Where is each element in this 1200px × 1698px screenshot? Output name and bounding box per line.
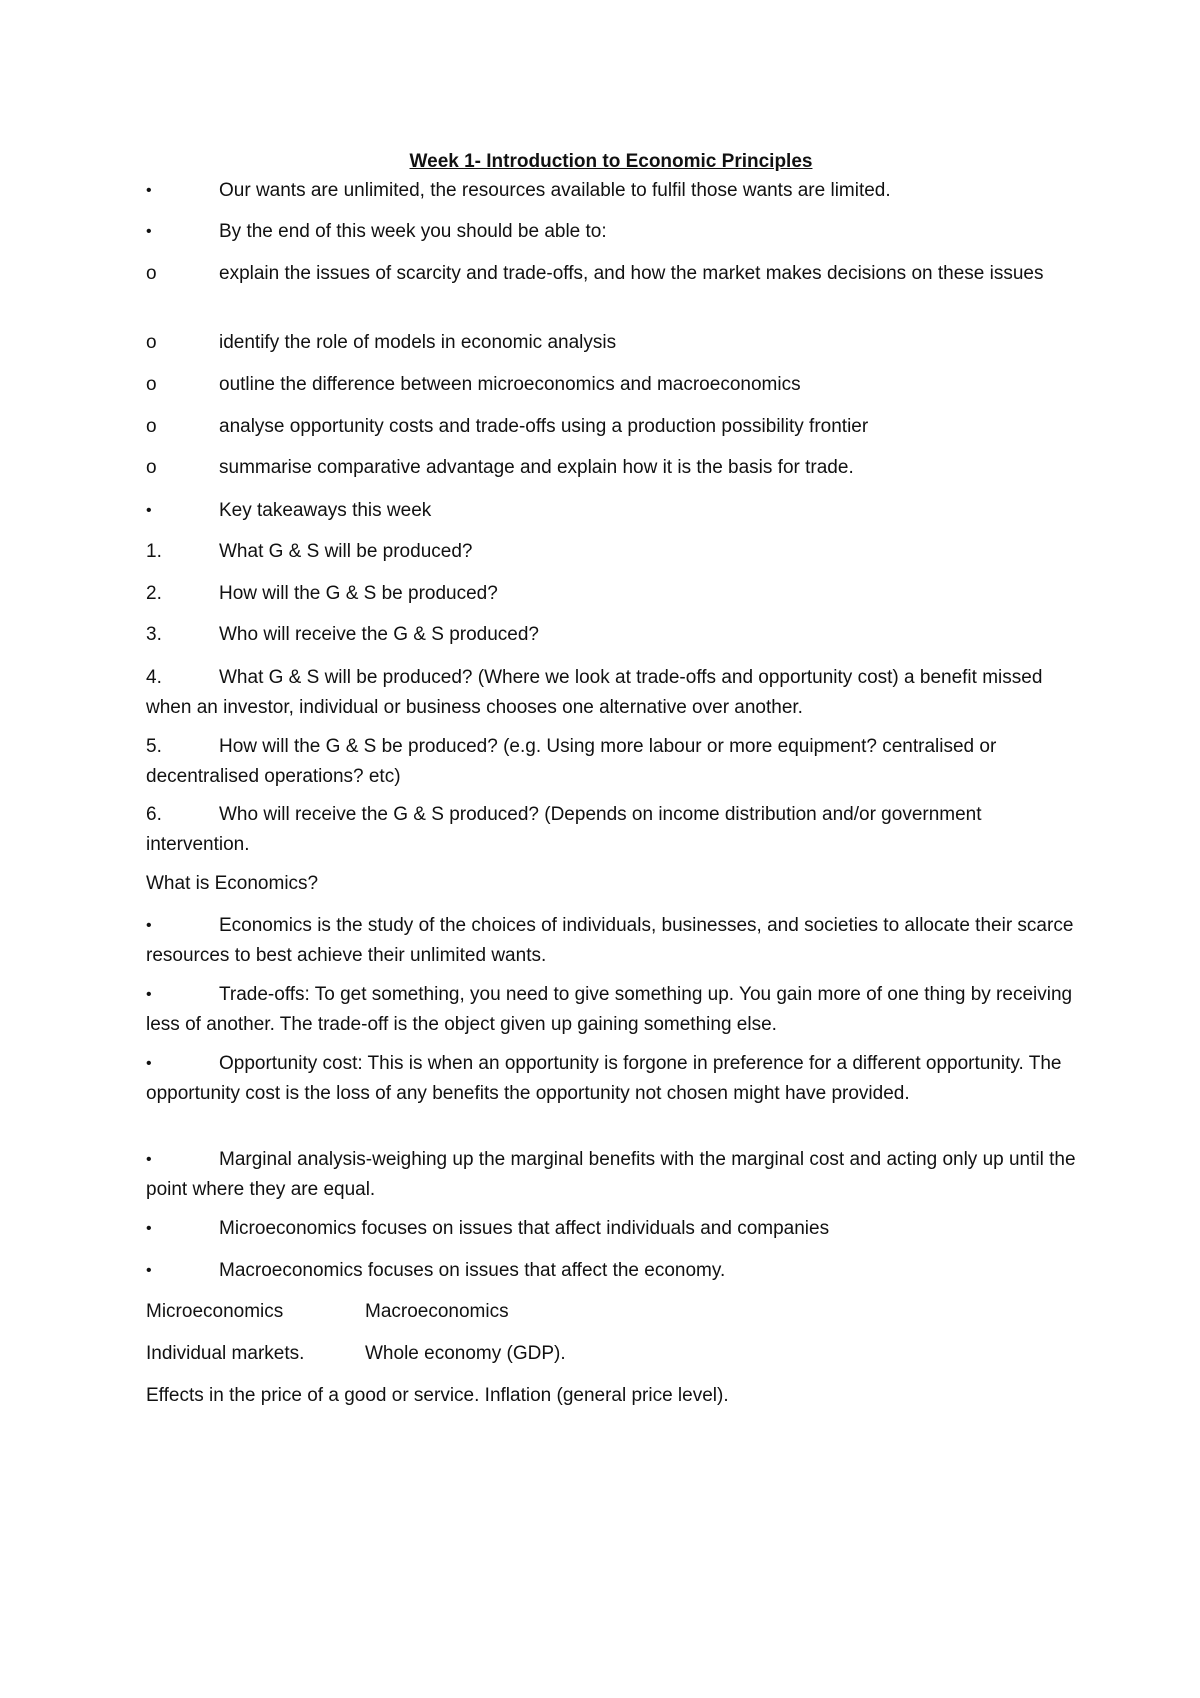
definition-item [146,1214,1076,1244]
list-item [146,176,1076,206]
item-number: 6. [146,804,162,825]
sub-bullet-marker: o [146,374,157,395]
comparison-row [146,1339,1076,1369]
comparison-cell-micro: Individual markets. [146,1343,305,1364]
numbered-item-text: Who will receive the G & S produced? [219,624,539,645]
numbered-item [146,579,1076,609]
definition-item [146,1049,1076,1108]
numbered-item-text: Who will receive the G & S produced? (Depends on income distribution and/or government intervention. [146,804,982,855]
comparison-header-macro: Macroeconomics [365,1301,509,1322]
comparison-row: Effects in the price of a good or service. Inflation (general price level). [146,1385,729,1406]
definition-text: Opportunity cost: This is when an opportunity is forgone in preference for a different opportunity. The opportunity cost is the loss of any benefits the opportunity not chosen might have provided. [146,1053,1062,1104]
objective-text: identify the role of models in economic analysis [219,332,617,353]
document-title: Week 1- Introduction to Economic Principles [409,151,813,172]
definition-text: Microeconomics focuses on issues that affect individuals and companies [219,1218,830,1239]
list-item-text: Our wants are unlimited, the resources available to fulfil those wants are limited. [219,180,891,201]
item-number: 3. [146,624,162,645]
definition-item [146,1145,1076,1204]
comparison-cell-macro: Whole economy (GDP). [365,1343,566,1364]
item-number: 1. [146,541,162,562]
item-number: 2. [146,583,162,604]
list-item [146,217,1076,247]
objective-text: outline the difference between microeconomics and macroeconomics [219,374,801,395]
numbered-item [146,620,1076,650]
definition-item [146,980,1076,1039]
bullet-marker: • [146,182,152,199]
objective-text: explain the issues of scarcity and trade-offs, and how the market makes decisions on these issues [219,263,1044,284]
objective-item [146,328,1076,358]
definition-item [146,1256,1076,1286]
objective-item [146,370,1076,400]
comparison-header-micro: Microeconomics [146,1301,284,1322]
item-number: 5. [146,736,162,757]
definition-item [146,911,1076,970]
numbered-item [146,732,1076,791]
numbered-item [146,663,1076,722]
bullet-marker: • [146,1151,152,1168]
definition-text: Marginal analysis-weighing up the marginal benefits with the marginal cost and acting only up until the point where they are equal. [146,1149,1076,1200]
bullet-marker: • [146,502,152,519]
list-item [146,496,1076,526]
definition-text: Trade-offs: To get something, you need to give something up. You gain more of one thing by receiving less of another. The trade-off is the object given up gaining something else. [146,984,1073,1035]
numbered-item-text: How will the G & S be produced? (e.g. Using more labour or more equipment? centralised or decentralised operations? etc) [146,736,997,787]
definition-text: Economics is the study of the choices of individuals, businesses, and societies to allocate their scarce resources to best achieve their unlimited wants. [146,915,1074,966]
numbered-item [146,537,1076,567]
section-heading: What is Economics? [146,873,319,894]
numbered-item-text: What G & S will be produced? (Where we look at trade-offs and opportunity cost) a benefit missed when an investor, individual or business chooses one alternative over another. [146,667,1043,718]
objective-item [146,412,1076,442]
objective-item [146,453,1076,483]
bullet-marker: • [146,1262,152,1279]
numbered-item [146,800,1076,859]
objective-text: analyse opportunity costs and trade-offs using a production possibility frontier [219,416,869,437]
objective-item [146,259,1076,289]
numbered-item-text: How will the G & S be produced? [219,583,498,604]
numbered-item-text: What G & S will be produced? [219,541,473,562]
bullet-marker: • [146,223,152,240]
bullet-marker: • [146,1055,152,1072]
objective-text: summarise comparative advantage and explain how it is the basis for trade. [219,457,854,478]
bullet-marker: • [146,986,152,1003]
item-number: 4. [146,667,162,688]
list-item-text: By the end of this week you should be able to: [219,221,607,242]
bullet-marker: • [146,1220,152,1237]
sub-bullet-marker: o [146,457,157,478]
sub-bullet-marker: o [146,332,157,353]
comparison-header-row [146,1297,1076,1327]
list-item-text: Key takeaways this week [219,500,432,521]
sub-bullet-marker: o [146,416,157,437]
sub-bullet-marker: o [146,263,157,284]
bullet-marker: • [146,917,152,934]
definition-text: Macroeconomics focuses on issues that affect the economy. [219,1260,726,1281]
